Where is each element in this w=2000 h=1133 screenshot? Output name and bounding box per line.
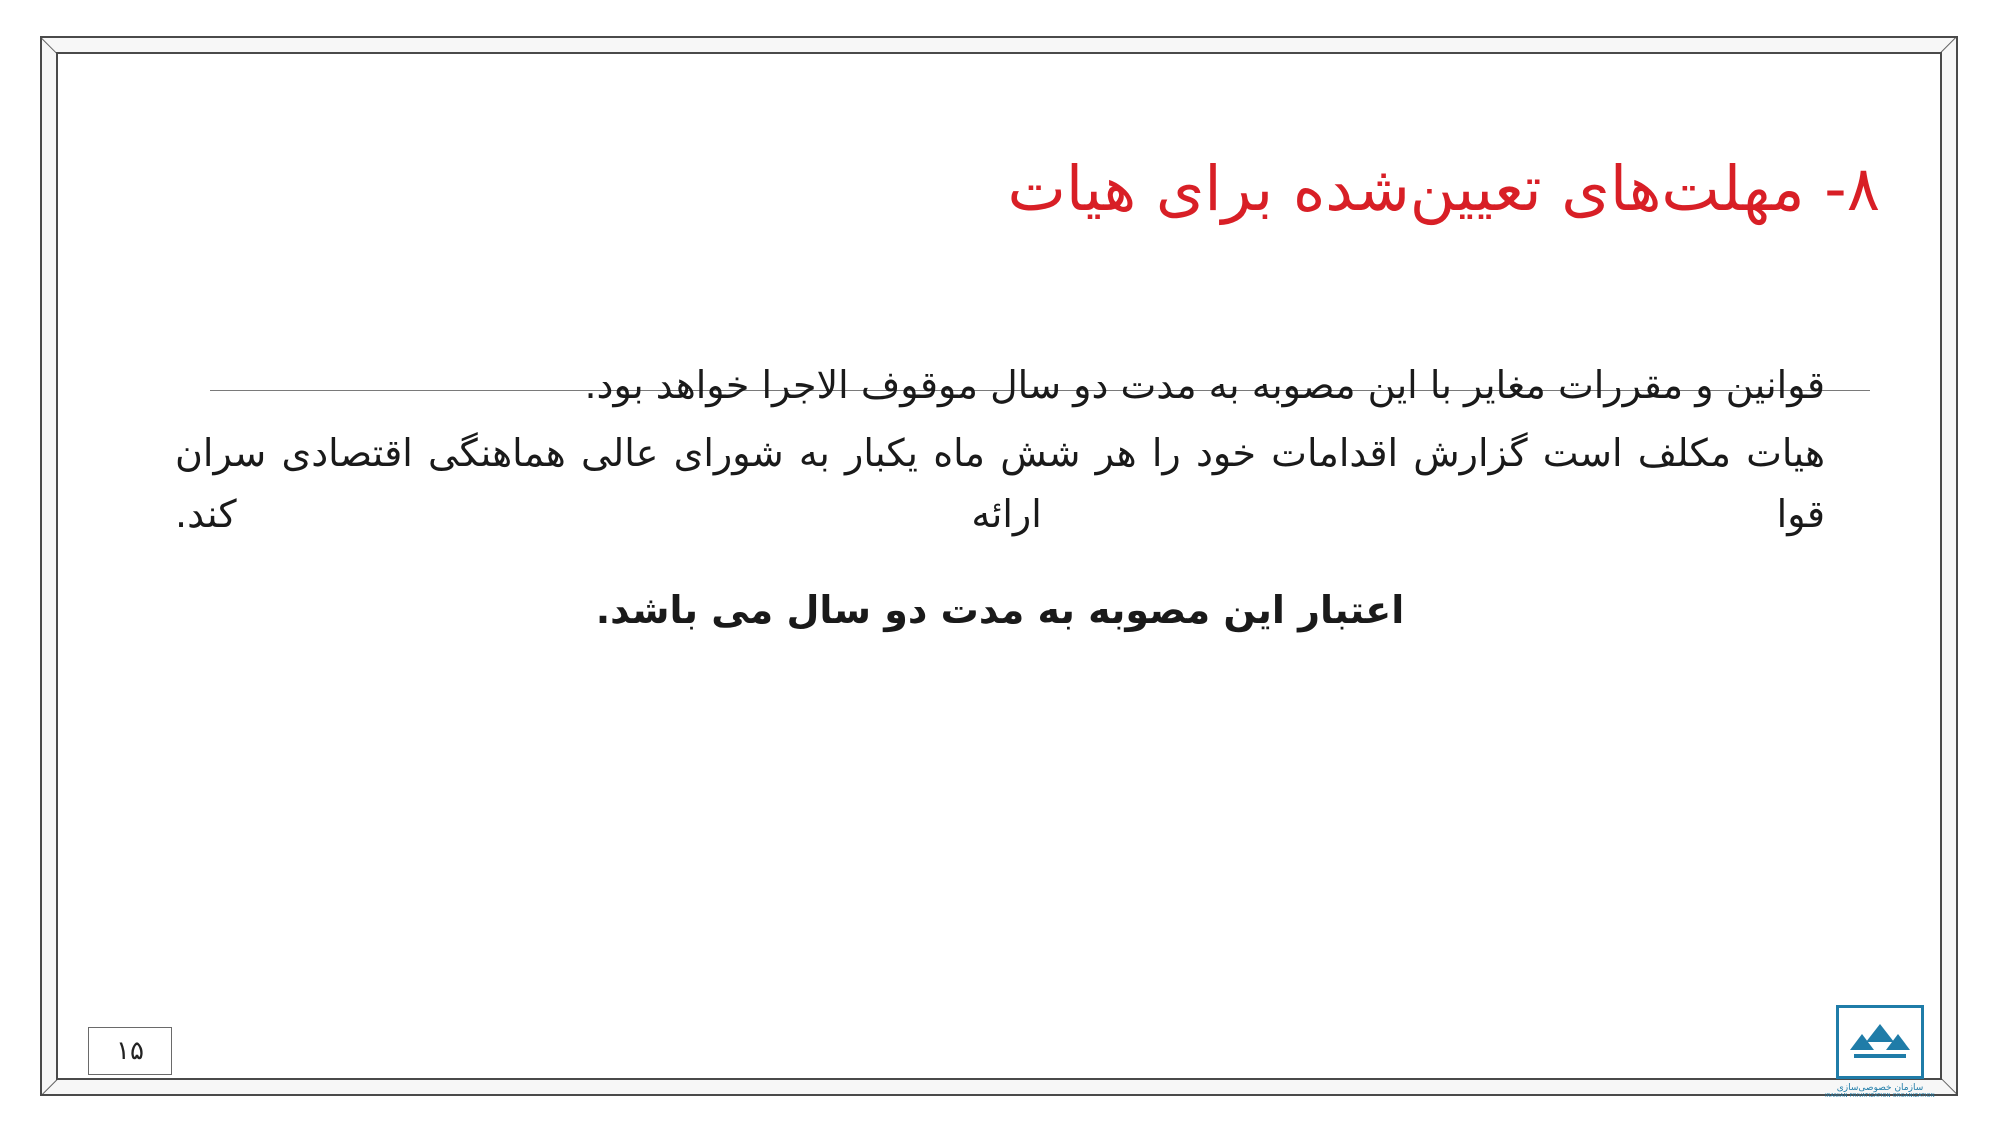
page-number [88, 1027, 172, 1075]
logo-caption: سازمان خصوصی‌سازی [1836, 1083, 1924, 1093]
logo-caption-sub: IRANIAN PRIVATIZATION ORGANIZATION [1825, 1093, 1935, 1099]
paragraph-1: قوانین و مقررات مغایر با این مصوبه به مدت دو سال موقوف الاجرا خواهد بود. [584, 363, 1825, 407]
title-block [160, 150, 1880, 228]
logo-mark-icon [1836, 1005, 1924, 1079]
paragraph-2: هیات مکلف است گزارش اقدامات خود را هر شش ماه یکبار به شورای عالی هماهنگی اقتصادی سران قوا ارائه کند. [175, 430, 1825, 537]
page-title: ۸- مهلت‌های تعیین‌شده برای هیات [1007, 152, 1880, 225]
body-text [175, 355, 1825, 647]
page-number-value: ۱۵ [116, 1036, 144, 1066]
organization-logo [1820, 1005, 1940, 1117]
emphasis-line: اعتبار این مصوبه به مدت دو سال می باشد. [595, 587, 1405, 632]
